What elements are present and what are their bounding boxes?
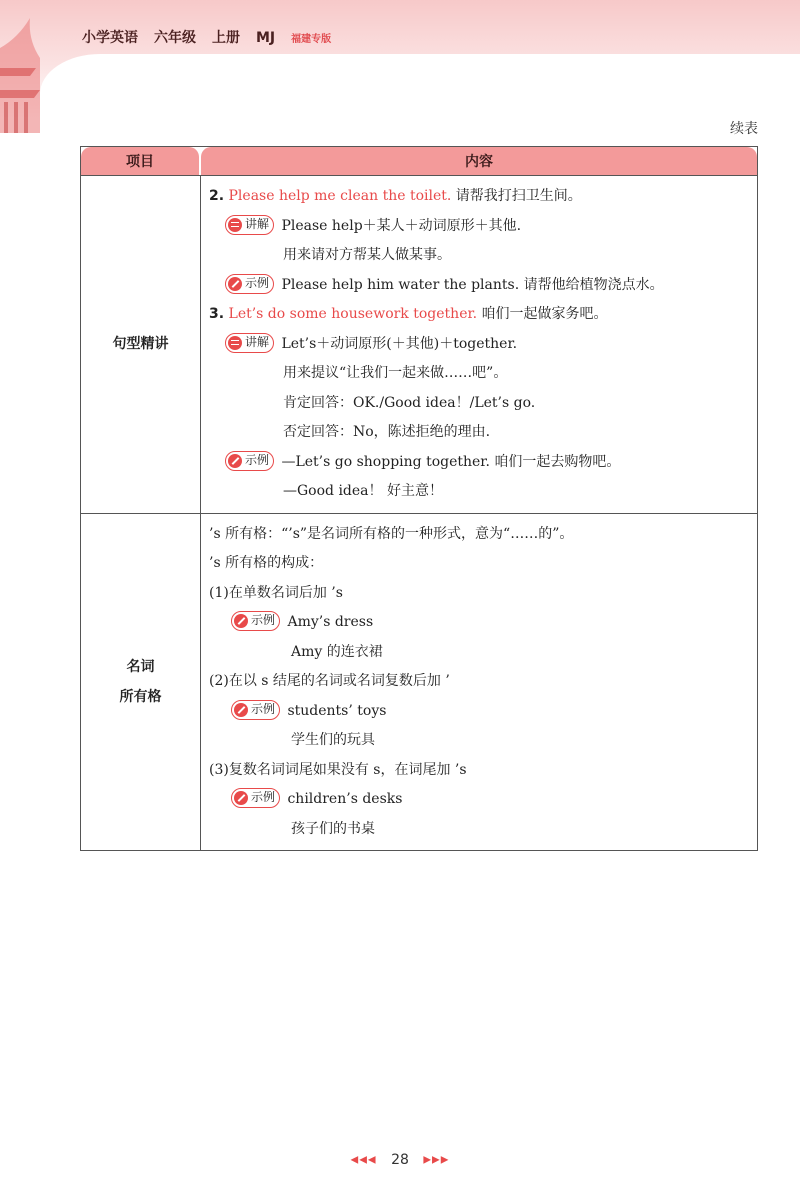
example-tag — [231, 788, 280, 808]
header-grade: 六年级 — [154, 30, 196, 46]
sentence-number: 2. — [209, 188, 225, 204]
row-label-line2: 所有格 — [119, 688, 162, 705]
example-tag — [231, 700, 280, 720]
explain-tag — [225, 333, 274, 353]
example-tag-text: 示例 — [251, 790, 276, 805]
header-content: 内容 — [201, 147, 757, 175]
sentence-cn: 请帮我打扫卫生间。 — [455, 188, 582, 204]
table-header — [81, 147, 757, 175]
table-row — [81, 175, 757, 513]
page-number: 28 — [391, 1152, 409, 1168]
row-label — [81, 514, 201, 851]
grammar-table — [80, 146, 758, 851]
book-header — [82, 27, 331, 47]
negative-answer: 否定回答：No，陈述拒绝的理由. — [283, 424, 491, 440]
pencil-icon — [234, 703, 248, 717]
pencil-icon — [234, 614, 248, 628]
sentence-en: Please help me clean the toilet. — [228, 188, 452, 204]
example-text: Please help him water the plants. 请帮他给植物浇点水。 — [281, 276, 664, 293]
header-curve — [40, 54, 800, 134]
example-line — [209, 608, 757, 638]
explain-line — [209, 212, 757, 242]
sentence-3 — [209, 300, 757, 330]
usage-line: 用来提议“让我们一起来做……吧”。 — [283, 365, 508, 381]
prev-arrows-icon: ◀◀◀ — [350, 1154, 377, 1166]
example-translation: 学生们的玩具 — [291, 732, 375, 748]
example-tag-text: 示例 — [251, 613, 276, 628]
explain-tag-text: 讲解 — [245, 334, 270, 349]
example-translation: 孩子们的书桌 — [291, 820, 375, 837]
rule-1: (1)在单数名词后加 ’s — [209, 584, 343, 601]
row-label — [81, 176, 201, 513]
sentence-2 — [209, 182, 757, 212]
explain-text: Let’s＋动词原形(＋其他)＋together. — [281, 335, 518, 352]
sentence-number: 3. — [209, 306, 225, 322]
header-subject: 小学英语 — [82, 30, 138, 46]
explain-icon — [228, 336, 242, 350]
row-content — [201, 514, 757, 851]
next-arrows-icon: ▶▶▶ — [423, 1154, 450, 1166]
explain-tag-text: 讲解 — [245, 216, 270, 231]
explain-tag — [225, 215, 274, 235]
page-footer — [0, 1152, 800, 1168]
example-reply: —Good idea！ 好主意！ — [283, 483, 443, 499]
rule-3: (3)复数名词词尾如果没有 s，在词尾加 ’s — [209, 761, 467, 778]
example-translation: Amy 的连衣裙 — [291, 643, 383, 660]
example-text: children’s desks — [287, 791, 403, 807]
explain-text: Please help＋某人＋动词原形＋其他. — [281, 217, 522, 234]
example-line — [209, 448, 757, 478]
pencil-icon — [234, 791, 248, 805]
pencil-icon — [228, 454, 242, 468]
example-text: students’ toys — [287, 702, 387, 719]
example-text: —Let’s go shopping together. 咱们一起去购物吧。 — [281, 453, 621, 470]
example-line — [209, 697, 757, 727]
header-edition: 福建专版 — [291, 34, 332, 45]
row-label-line1: 名词 — [126, 658, 155, 675]
rule-2: (2)在以 s 结尾的名词或名词复数后加 ’ — [209, 673, 450, 689]
row-label-text: 句型精讲 — [112, 336, 169, 353]
example-tag-text: 示例 — [245, 275, 270, 290]
header-volume: 上册 — [212, 30, 240, 46]
explain-line — [209, 330, 757, 360]
header-publisher: MJ — [256, 30, 276, 46]
sentence-en: Let’s do some housework together. — [228, 306, 478, 322]
positive-answer: 肯定回答：OK./Good idea！/Let’s go. — [283, 394, 536, 411]
row-content — [201, 176, 757, 513]
sentence-cn: 咱们一起做家务吧。 — [481, 306, 608, 322]
usage-line: 用来请对方帮某人做某事。 — [283, 247, 451, 263]
table-row — [81, 513, 757, 851]
example-tag — [225, 274, 274, 294]
header-item: 项目 — [81, 147, 199, 175]
example-tag-text: 示例 — [245, 452, 270, 467]
example-text: Amy’s dress — [287, 614, 374, 630]
example-line — [209, 785, 757, 815]
pencil-icon — [228, 277, 242, 291]
example-tag-text: 示例 — [251, 701, 276, 716]
formation-line: ’s 所有格的构成： — [209, 555, 324, 571]
example-tag — [225, 451, 274, 471]
continued-label: 续表 — [730, 121, 758, 137]
example-tag — [231, 611, 280, 631]
explain-icon — [228, 218, 242, 232]
example-line — [209, 271, 757, 301]
definition-line: ’s 所有格：“’s”是名词所有格的一种形式，意为“……的”。 — [209, 525, 574, 542]
pagoda-ornament-icon — [0, 18, 48, 133]
